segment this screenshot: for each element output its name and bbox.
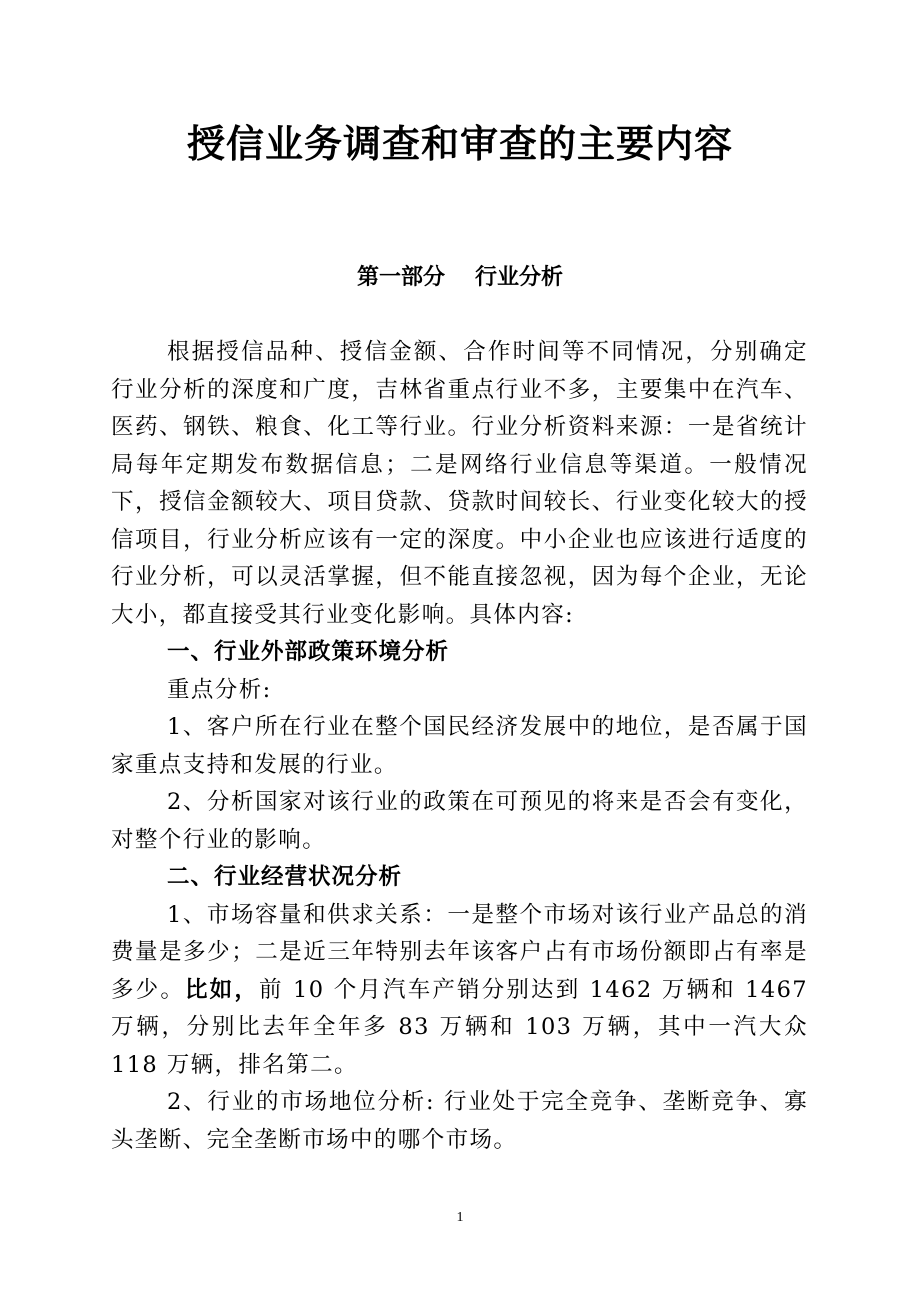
section-heading-operations: 二、行业经营状况分析 (167, 864, 403, 890)
item-text-continued: 前 10 个月汽车产销分别达到 1462 万辆和 1467 万辆，分别比去年全年多 83 万辆和 103 万辆，其中一汽大众 118 万辆，排名第二。 (111, 976, 809, 1078)
section-heading-policy: 一、行业外部政策环境分析 (167, 639, 450, 665)
page-number: 1 (456, 1210, 464, 1225)
part-name: 行业分析 (475, 265, 564, 290)
list-item: 1、客户所在行业在整个国民经济发展中的地位，是否属于国家重点支持和发展的行业。 (111, 714, 808, 778)
part-heading (0, 262, 920, 294)
list-item: 2、行业的市场地位分析: 行业处于完全竞争、垄断竞争、寡头垄断、完全垄断市场中的哪个市场。 (111, 1089, 808, 1153)
list-item (111, 897, 808, 1085)
list-item: 2、分析国家对该行业的政策在可预见的将来是否会有变化，对整个行业的影响。 (111, 789, 808, 853)
example-label: 比如， (185, 976, 259, 1003)
document-body (111, 334, 808, 1159)
document-title: 授信业务调查和审查的主要内容 (186, 122, 733, 166)
item-text: 1、市场容量和供求关系：一是整个市场对该行业产品总的消费量是多少；二是近三年特别去年该客户占有市场份额即占有率是多少。 (111, 901, 808, 1003)
section-lead: 重点分析: (167, 676, 272, 703)
intro-paragraph: 根据授信品种、授信金额、合作时间等不同情况，分别确定行业分析的深度和广度，吉林省重点行业不多，主要集中在汽车、医药、钢铁、粮食、化工等行业。行业分析资料来源：一是省统计局每年定期发布数据信息；二是网络行业信息等渠道。一般情况下，授信金额较大、项目贷款、贷款时间较长、行业变化较大的授信项目，行业分析应该有一定的深度。中小企业也应该进行适度的行业分析，可以灵活掌握，但不能直接忽视，因为每个企业，无论大小，都直接受其行业变化影响。具体内容: (111, 339, 808, 628)
part-label: 第一部分 (356, 265, 445, 290)
